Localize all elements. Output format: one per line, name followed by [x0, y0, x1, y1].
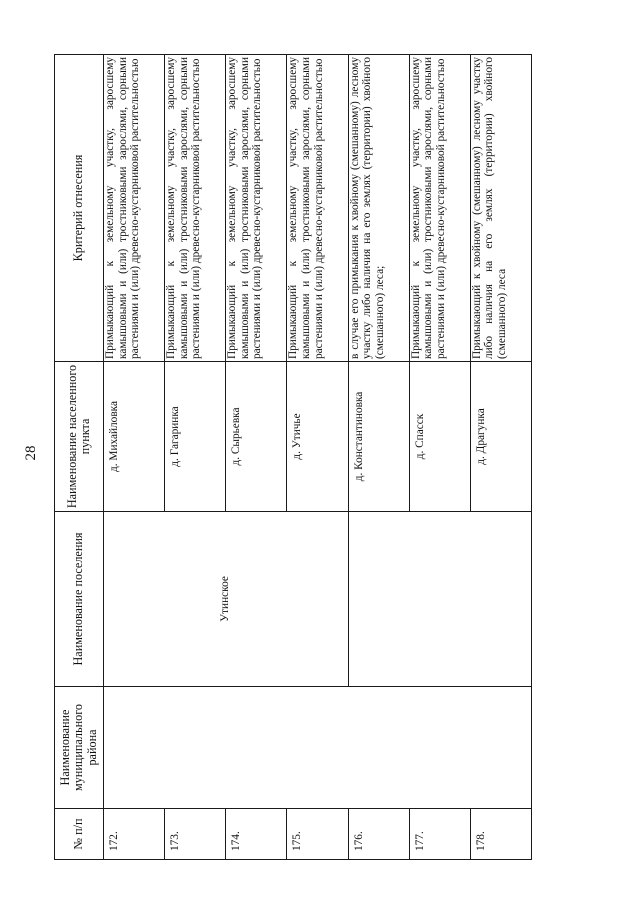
- rayon-cell: [104, 687, 532, 809]
- settlement-name: д. Спасск: [409, 362, 470, 512]
- header-poselenie: Наименование поселения: [55, 512, 104, 687]
- rotated-table-container: [54, 55, 532, 860]
- row-number: 177.: [409, 809, 470, 860]
- row-number: 175.: [287, 809, 348, 860]
- row-number: 178.: [470, 809, 531, 860]
- criterion-text: Примыкающий к земельному участку, заросшему камышовыми и (или) тростниковыми зарослями, сорными растениями и (или) древесно-кустарниковой растительностью: [165, 55, 226, 362]
- criterion-text: Примыкающий к земельному участку, заросшему камышовыми и (или) тростниковыми зарослями, сорными растениями и (или) древесно-кустарниковой растительностью: [287, 55, 348, 362]
- poselenie-cell: Утинское: [104, 512, 349, 687]
- settlement-name: д. Гагаринка: [165, 362, 226, 512]
- criterion-text: в случае его примыкания к хвойному (смешанному) лесному участку либо наличия на его землях (территории) хвойного (смешанного) леса;: [348, 55, 409, 362]
- settlement-name: д. Драгунка: [470, 362, 531, 512]
- settlement-name: д. Михайловка: [104, 362, 165, 512]
- criterion-text: Примыкающий к земельному участку, заросшему камышовыми и (или) тростниковыми зарослями, сорными растениями и (или) древесно-кустарниковой растительностью: [226, 55, 287, 362]
- poselenie-empty-cell: [348, 512, 531, 687]
- settlement-name: д. Сырьевка: [226, 362, 287, 512]
- header-kriteriy: Критерий отнесения: [55, 55, 104, 362]
- table-header-row: [55, 55, 104, 860]
- criterion-text: Примыкающий к земельному участку, заросшему камышовыми и (или) тростниковыми зарослями, сорными растениями и (или) древесно-кустарниковой растительностью: [409, 55, 470, 362]
- criterion-text: Примыкающий к земельному участку, заросшему камышовыми и (или) тростниковыми зарослями, сорными растениями и (или) древесно-кустарниковой растительностью: [104, 55, 165, 362]
- header-num: № п/п: [55, 809, 104, 860]
- header-rayon: Наименование муниципального района: [55, 687, 104, 809]
- table-row: [104, 55, 165, 860]
- row-number: 176.: [348, 809, 409, 860]
- row-number: 172.: [104, 809, 165, 860]
- row-number: 173.: [165, 809, 226, 860]
- row-number: 174.: [226, 809, 287, 860]
- criterion-text: Примыкающий к хвойному (смешанному) лесному участку либо наличия на его землях (территории) хвойного (смешанного) леса: [470, 55, 531, 362]
- header-punkt: Наименование населенного пункта: [55, 362, 104, 512]
- page-number: 28: [22, 445, 39, 461]
- settlements-table: [54, 54, 532, 860]
- settlement-name: д. Утичье: [287, 362, 348, 512]
- settlement-name: д. Константиновка: [348, 362, 409, 512]
